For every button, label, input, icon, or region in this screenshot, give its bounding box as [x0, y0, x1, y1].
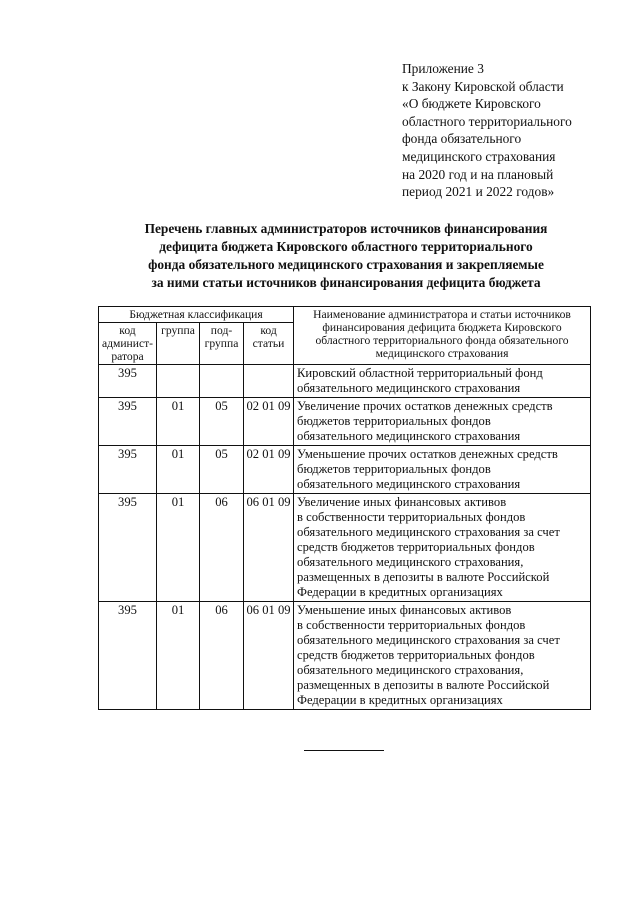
cell-article — [244, 365, 294, 398]
table-row — [99, 602, 591, 710]
cell-admin-code: 395 — [99, 365, 157, 398]
cell-name-line: обязательного медицинского страхования, — [297, 663, 524, 677]
header-subgroup-line: группа — [204, 337, 239, 350]
table-row — [99, 446, 591, 494]
cell-name — [294, 365, 591, 398]
cell-name — [294, 446, 591, 494]
cell-article: 02 01 09 — [244, 446, 294, 494]
title-line: за ними статьи источников финансирования дефицита бюджета — [151, 275, 541, 290]
cell-subgroup: 05 — [200, 398, 244, 446]
cell-name-line: в собственности территориальных фондов — [297, 618, 526, 632]
cell-group — [157, 365, 200, 398]
header-budget-classification: Бюджетная классификация — [99, 307, 294, 323]
cell-group: 01 — [157, 446, 200, 494]
cell-name-line: средств бюджетов территориальных фондов — [297, 648, 535, 662]
appendix-line: на 2020 год и на плановый — [402, 166, 554, 182]
cell-name-line: обязательного медицинского страхования за счет — [297, 525, 560, 539]
cell-name-line: бюджетов территориальных фондов — [297, 414, 491, 428]
cell-subgroup: 05 — [200, 446, 244, 494]
cell-admin-code: 395 — [99, 446, 157, 494]
cell-name-line: обязательного медицинского страхования — [297, 429, 521, 443]
cell-name-line: Федерации в кредитных организациях — [297, 585, 503, 599]
cell-admin-code: 395 — [99, 398, 157, 446]
cell-name-line: Увеличение прочих остатков денежных средств — [297, 399, 553, 413]
header-admin-code-line: ратора — [111, 350, 144, 363]
cell-name-line: Увеличение иных финансовых активов — [297, 495, 507, 509]
header-article-line: код — [260, 324, 277, 337]
cell-name-line: бюджетов территориальных фондов — [297, 462, 491, 476]
appendix-line: «О бюджете Кировского — [402, 96, 541, 112]
title-line: фонда обязательного медицинского страхования и закрепляемые — [148, 257, 544, 272]
header-subgroup — [200, 323, 244, 365]
cell-admin-code: 395 — [99, 494, 157, 602]
header-admin-code — [99, 323, 157, 365]
cell-group: 01 — [157, 602, 200, 710]
cell-article: 06 01 09 — [244, 494, 294, 602]
cell-name-line: размещенных в депозиты в валюте Российской — [297, 570, 550, 584]
header-article-line: статьи — [252, 337, 285, 350]
cell-name — [294, 494, 591, 602]
cell-name-line: размещенных в депозиты в валюте Российской — [297, 678, 550, 692]
table-header-row — [99, 307, 591, 323]
header-name-column — [294, 307, 591, 365]
header-article-code — [244, 323, 294, 365]
appendix-line: фонда обязательного — [402, 131, 522, 147]
cell-article: 02 01 09 — [244, 398, 294, 446]
appendix-line: к Закону Кировской области — [402, 78, 564, 94]
cell-subgroup: 06 — [200, 494, 244, 602]
cell-group: 01 — [157, 398, 200, 446]
budget-classification-table — [98, 306, 591, 710]
cell-subgroup: 06 — [200, 602, 244, 710]
header-name-line: финансирования дефицита бюджета Кировского — [322, 321, 562, 334]
cell-name — [294, 398, 591, 446]
appendix-line: Приложение 3 — [402, 61, 484, 76]
header-admin-code-line: админист- — [101, 337, 154, 350]
cell-name-line: в собственности территориальных фондов — [297, 510, 526, 524]
appendix-line: областного территориального — [402, 113, 572, 129]
header-group: группа — [157, 323, 200, 365]
header-admin-code-line: код — [119, 324, 136, 337]
cell-name-line: Кировский областной территориальный фонд — [297, 366, 543, 380]
cell-name-line: Федерации в кредитных организациях — [297, 693, 503, 707]
cell-name-line: средств бюджетов территориальных фондов — [297, 540, 535, 554]
header-name-line: Наименование администратора и статьи источников — [313, 308, 571, 321]
cell-subgroup — [200, 365, 244, 398]
table-row — [99, 398, 591, 446]
header-name-line: областного территориального фонда обязательного — [315, 334, 569, 347]
header-subgroup-line: под- — [210, 324, 233, 337]
table-row — [99, 365, 591, 398]
title-line: дефицита бюджета Кировского областного территориального — [159, 239, 533, 254]
appendix-line: период 2021 и 2022 годов» — [402, 184, 555, 200]
appendix-line: медицинского страхования — [402, 148, 556, 164]
cell-name-line: Уменьшение иных финансовых активов — [297, 603, 512, 617]
header-name-line: медицинского страхования — [375, 347, 509, 360]
cell-group: 01 — [157, 494, 200, 602]
cell-name-line: Уменьшение прочих остатков денежных средств — [297, 447, 558, 461]
cell-name-line: обязательного медицинского страхования — [297, 381, 521, 395]
cell-article: 06 01 09 — [244, 602, 294, 710]
table-row — [99, 494, 591, 602]
document-title — [96, 220, 596, 292]
appendix-note — [402, 60, 622, 201]
cell-name-line: обязательного медицинского страхования, — [297, 555, 524, 569]
cell-name-line: обязательного медицинского страхования за счет — [297, 633, 560, 647]
title-line: Перечень главных администраторов источников финансирования — [144, 221, 548, 236]
cell-admin-code: 395 — [99, 602, 157, 710]
cell-name — [294, 602, 591, 710]
cell-name-line: обязательного медицинского страхования — [297, 477, 521, 491]
closing-rule — [304, 750, 384, 751]
